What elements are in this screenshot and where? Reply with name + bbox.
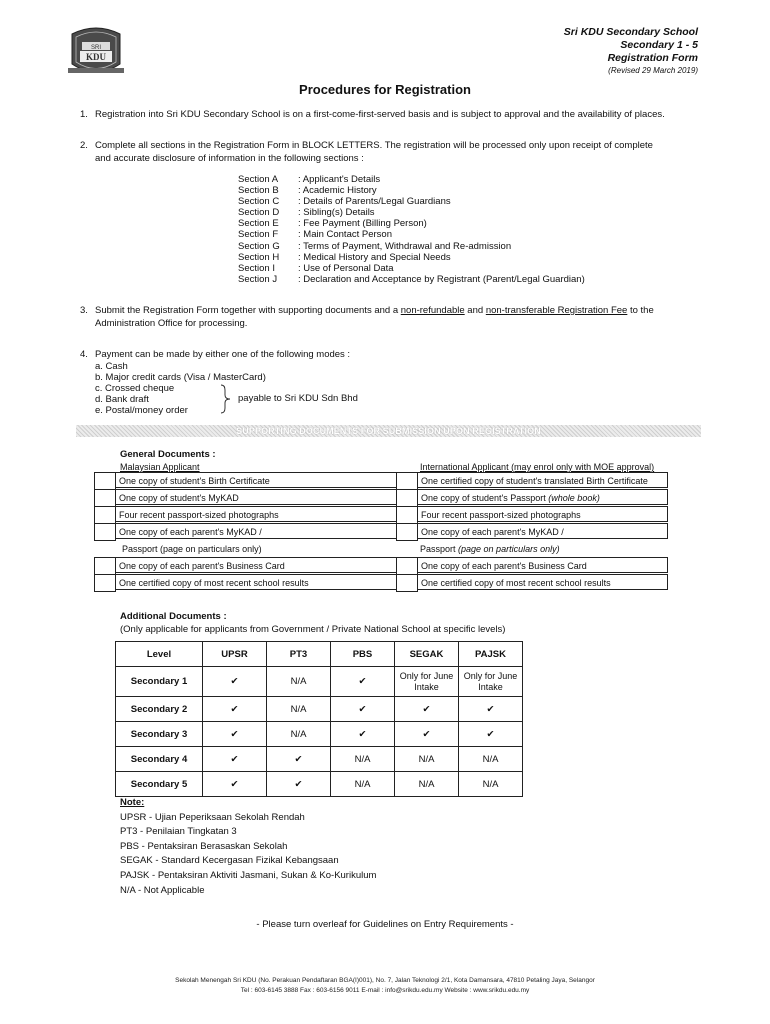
note-line: PAJSK - Pentaksiran Aktiviti Jasmani, Sukan & Ko-Kurikulum [120, 869, 377, 881]
brace-icon [220, 384, 232, 414]
checkbox[interactable] [94, 489, 116, 507]
checkbox[interactable] [396, 472, 418, 490]
form-name: Registration Form [607, 52, 698, 64]
doc-item: One copy of each parent's Business Card [116, 557, 400, 573]
section-row: Section F : Main Contact Person [238, 229, 392, 241]
doc-item: One certified copy of student's translated Birth Certificate [418, 472, 668, 488]
doc-item: One certified copy of most recent school results [418, 574, 668, 590]
table-cell: ✔ [459, 697, 523, 722]
note-line: UPSR - Ujian Peperiksaan Sekolah Rendah [120, 811, 305, 823]
table-row [116, 772, 523, 797]
abbreviation-note [120, 796, 376, 898]
doc-item: One copy of each parent's MyKAD / [418, 523, 668, 539]
doc-item: Passport (page on particulars only) [420, 544, 560, 554]
table-header-row [116, 642, 523, 667]
checkbox[interactable] [396, 489, 418, 507]
payment-modes [95, 361, 266, 416]
footer-address: Sekolah Menengah Sri KDU (No. Perakuan Pendaftaran BGA(I)001), No. 7, Jalan Teknologi 2/1, Kota Damansara, 47810 Petaling Jaya, Selangor [175, 977, 595, 984]
doc-item: One copy of each parent's MyKAD / [116, 523, 400, 539]
table-cell: ✔ [267, 747, 331, 772]
table-row [116, 747, 523, 772]
revision-date: (Revised 29 March 2019) [608, 66, 698, 75]
payment-mode: c. Crossed cheque [95, 383, 175, 395]
checkbox[interactable] [94, 506, 116, 524]
table-cell: ✔ [331, 722, 395, 747]
section-row: Section E : Fee Payment (Billing Person) [238, 218, 427, 230]
section-row: Section B : Academic History [238, 185, 377, 197]
general-documents-heading: General Documents : [120, 449, 216, 460]
table-cell: N/A [395, 772, 459, 797]
doc-item: Four recent passport-sized photographs [116, 506, 400, 522]
table-cell: ✔ [395, 722, 459, 747]
school-level: Secondary 1 - 5 [620, 39, 698, 51]
table-cell: ✔ [267, 772, 331, 797]
table-cell: ✔ [331, 667, 395, 697]
section-row: Section I : Use of Personal Data [238, 262, 394, 274]
table-cell: Secondary 4 [116, 747, 203, 772]
table-cell: ✔ [395, 697, 459, 722]
note-line: PBS - Pentaksiran Berasaskan Sekolah [120, 840, 288, 852]
checkbox[interactable] [396, 574, 418, 592]
table-row [116, 667, 523, 697]
table-cell: N/A [267, 667, 331, 697]
sections-list [238, 174, 585, 285]
payment-mode: b. Major credit cards (Visa / MasterCard) [95, 372, 266, 384]
section-row: Section C : Details of Parents/Legal Guardians [238, 196, 451, 208]
procedure-item-1: 1. Registration into Sri KDU Secondary School is on a first-come-first-served basis and is subject to approval and the availability of places. [80, 109, 665, 120]
payable-note: payable to Sri KDU Sdn Bhd [238, 393, 358, 404]
table-cell: Secondary 5 [116, 772, 203, 797]
table-cell: ✔ [203, 667, 267, 697]
procedure-item-4: 4. Payment can be made by either one of the following modes : [80, 349, 351, 360]
checkbox[interactable] [94, 574, 116, 592]
doc-item: One copy of each parent's Business Card [418, 557, 668, 573]
table-cell: ✔ [203, 772, 267, 797]
table-cell: N/A [459, 747, 523, 772]
doc-item: Four recent passport-sized photographs [418, 506, 668, 522]
section-row: Section D : Sibling(s) Details [238, 207, 375, 219]
note-line: PT3 - Penilaian Tingkatan 3 [120, 826, 237, 838]
doc-item: One copy of student's Birth Certificate [116, 472, 400, 488]
table-header: PBS [331, 642, 395, 667]
table-header: PAJSK [459, 642, 523, 667]
table-cell: Secondary 2 [116, 697, 203, 722]
payment-mode: e. Postal/money order [95, 405, 188, 417]
international-heading: International Applicant (may enrol only with MOE approval) [420, 462, 655, 472]
table-cell: ✔ [203, 697, 267, 722]
table-header: PT3 [267, 642, 331, 667]
table-cell: ✔ [331, 697, 395, 722]
footer-contact: Tel : 603-6145 3888 Fax : 603-6156 9011 E-mail : info@srikdu.edu.my Website : www.srikdu.edu.my [240, 987, 530, 994]
checkbox[interactable] [94, 557, 116, 575]
table-cell: ✔ [459, 722, 523, 747]
turn-over-note: - Please turn overleaf for Guidelines on Entry Requirements - [256, 919, 514, 930]
table-cell: N/A [331, 747, 395, 772]
doc-item: Passport (page on particulars only) [122, 544, 262, 554]
doc-item: One copy of student's Passport (whole book) [418, 489, 668, 505]
table-cell: Secondary 1 [116, 667, 203, 697]
supporting-documents-banner: SUPPORTING DOCUMENTS FOR SUBMISSION UPON REGISTRATION [76, 425, 701, 437]
school-logo [64, 24, 128, 80]
payment-mode: d. Bank draft [95, 394, 149, 406]
checkbox[interactable] [396, 557, 418, 575]
note-line: SEGAK - Standard Kecergasan Fizikal Kebangsaan [120, 855, 339, 867]
additional-note: (Only applicable for applicants from Government / Private National School at specific levels) [120, 624, 506, 635]
checkbox[interactable] [396, 523, 418, 541]
doc-item: One certified copy of most recent school results [116, 574, 400, 590]
doc-item: One copy of student's MyKAD [116, 489, 400, 505]
document-header [564, 26, 698, 76]
svg-text:KDU: KDU [86, 52, 106, 62]
page-footer [0, 976, 770, 996]
table-cell: ✔ [203, 747, 267, 772]
table-cell: ✔ [203, 722, 267, 747]
checkbox[interactable] [94, 523, 116, 541]
table-cell: N/A [395, 747, 459, 772]
table-cell: Only for June Intake [395, 667, 459, 697]
table-cell: Secondary 3 [116, 722, 203, 747]
note-line: N/A - Not Applicable [120, 884, 205, 896]
section-row: Section J : Declaration and Acceptance by Registrant (Parent/Legal Guardian) [238, 273, 585, 285]
table-cell: Only for June Intake [459, 667, 523, 697]
additional-documents [120, 610, 505, 636]
table-header: Level [116, 642, 203, 667]
table-header: UPSR [203, 642, 267, 667]
section-row: Section H : Medical History and Special Needs [238, 251, 451, 263]
additional-heading: Additional Documents : [120, 611, 227, 622]
checkbox[interactable] [94, 472, 116, 490]
table-cell: N/A [459, 772, 523, 797]
table-cell: N/A [331, 772, 395, 797]
note-heading: Note: [120, 797, 145, 808]
section-row: Section G : Terms of Payment, Withdrawal and Re-admission [238, 240, 512, 252]
svg-text:SRI: SRI [90, 45, 102, 51]
table-cell: N/A [267, 697, 331, 722]
checkbox[interactable] [396, 506, 418, 524]
section-row: Section A : Applicant's Details [238, 174, 381, 185]
malaysian-heading: Malaysian Applicant [120, 462, 200, 472]
school-name: Sri KDU Secondary School [563, 26, 698, 38]
table-row [116, 697, 523, 722]
table-header: SEGAK [395, 642, 459, 667]
procedure-item-2: 2. Complete all sections in the Registration Form in BLOCK LETTERS. The registration will be processed only upon receipt of complete and accurate disclosure of information in the following sections : [80, 140, 653, 164]
table-cell: N/A [267, 722, 331, 747]
payment-mode: a. Cash [95, 361, 128, 372]
table-row [116, 722, 523, 747]
procedure-item-3: 3. Submit the Registration Form together with supporting documents and a non-refundable and non-transferable Registration Fee to the Administration Office for processing. [80, 305, 654, 329]
page-title: Procedures for Registration [299, 82, 471, 97]
documents-level-table [115, 641, 523, 797]
